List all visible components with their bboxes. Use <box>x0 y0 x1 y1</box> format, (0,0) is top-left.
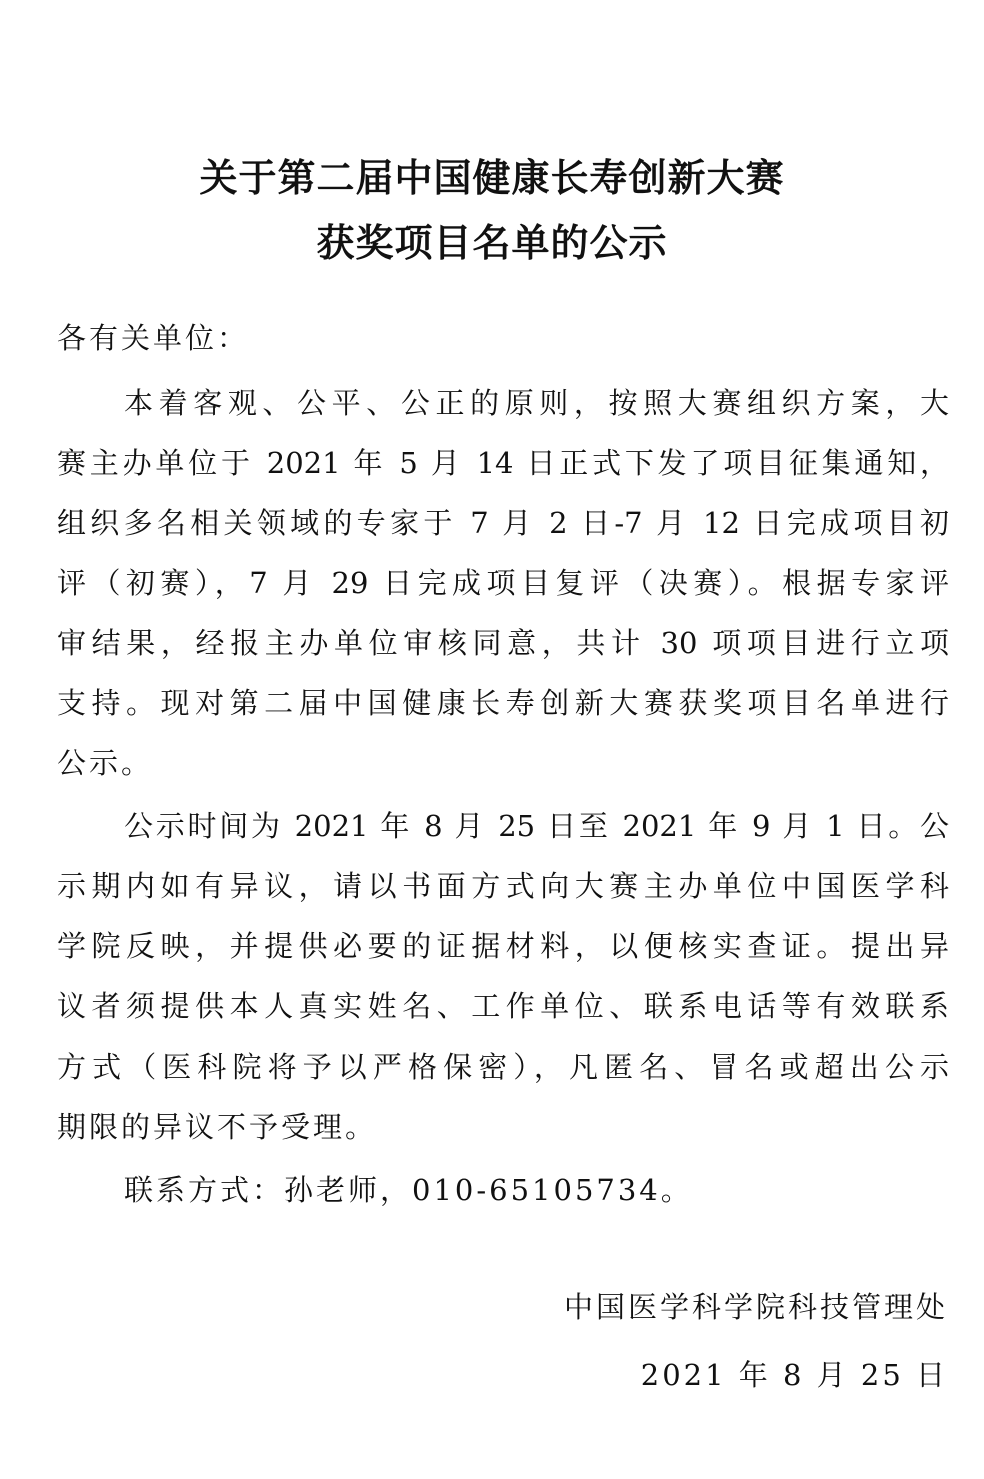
document-title-line-1: 关于第二届中国健康长寿创新大赛 <box>199 156 785 200</box>
salutation: 各有关单位： <box>57 321 250 355</box>
paragraph-2-line: 公示时间为 2021 年 8 月 25 日至 2021 年 9 月 1 日。公 <box>124 809 949 843</box>
paragraph-1-line: 组织多名相关领域的专家于 7 月 2 日-7 月 12 日完成项目初 <box>57 506 949 540</box>
paragraph-2-line: 期限的异议不予受理。 <box>57 1110 378 1144</box>
paragraph-1-line: 公示。 <box>57 746 154 780</box>
paragraph-1-line: 赛主办单位于 2021 年 5 月 14 日正式下发了项目征集通知， <box>57 446 949 480</box>
signature-date: 2021 年 8 月 25 日 <box>640 1358 948 1392</box>
contact-line: 联系方式：孙老师，010-65105734。 <box>124 1173 693 1207</box>
paragraph-2-line: 方式（医科院将予以严格保密），凡匿名、冒名或超出公示 <box>57 1050 949 1084</box>
paragraph-2-line: 示期内如有异议，请以书面方式向大赛主办单位中国医学科 <box>57 869 949 903</box>
document-title-line-2: 获奖项目名单的公示 <box>316 221 668 265</box>
paragraph-1-line: 评（初赛），7 月 29 日完成项目复评（决赛）。根据专家评 <box>57 566 949 600</box>
paragraph-1-line: 支持。现对第二届中国健康长寿创新大赛获奖项目名单进行 <box>57 686 949 720</box>
paragraph-2-line: 议者须提供本人真实姓名、工作单位、联系电话等有效联系 <box>57 989 949 1023</box>
paragraph-1-line: 本着客观、公平、公正的原则，按照大赛组织方案，大 <box>124 386 949 420</box>
signature-organization: 中国医学科学院科技管理处 <box>563 1290 948 1324</box>
paragraph-1-line: 审结果，经报主办单位审核同意，共计 30 项项目进行立项 <box>57 626 949 660</box>
paragraph-2-line: 学院反映，并提供必要的证据材料，以便核实查证。提出异 <box>57 929 949 963</box>
